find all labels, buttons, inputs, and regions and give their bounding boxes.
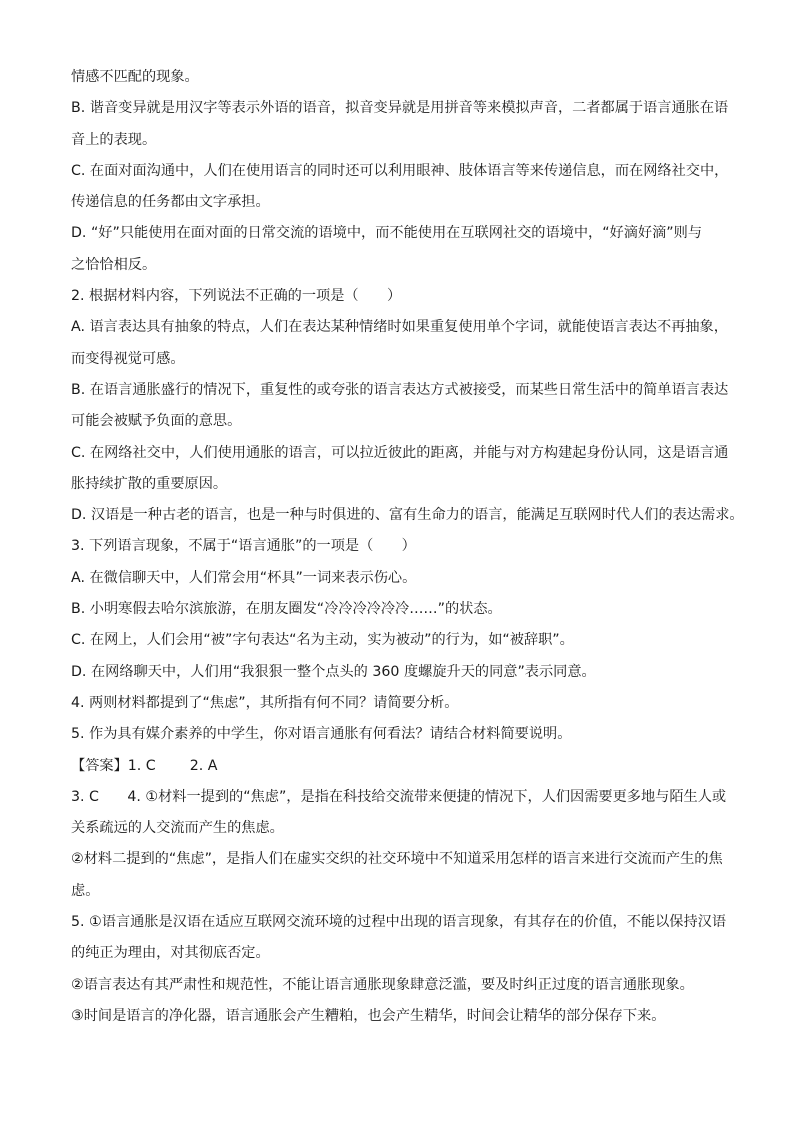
answer-1: 1. C	[127, 757, 156, 774]
answer-text-line: 的纯正为理由，对其彻底否定。	[71, 945, 270, 962]
text-line: 胀持续扩散的重要原因。	[71, 475, 228, 492]
answer-text-line: 5. ①语言通胀是汉语在适应互联网交流环境的过程中出现的语言现象，有其存在的价值，不能以保持汉语	[71, 914, 727, 931]
option-b: B. 谐音变异就是用汉字等表示外语的语音，拟音变异就是用拼音等来模拟声音，二者都属于语言通胀在语	[71, 100, 729, 117]
answer-text-line: ②语言表达有其严肃性和规范性，不能让语言通胀现象肆意泛滥，要及时纠正过度的语言通胀现象。	[71, 976, 694, 993]
answer-text-line: 虑。	[71, 882, 100, 899]
option-c: C. 在网络社交中，人们使用通胀的语言，可以拉近彼此的距离，并能与对方构建起身份认同，这是语言通	[71, 444, 729, 461]
answer-text-line: 关系疏远的人交流而产生的焦虑。	[71, 820, 284, 837]
option-c: C. 在网上，人们会用“被”字句表达“名为主动，实为被动”的行为，如“被辞职”。	[71, 632, 574, 649]
option-b: B. 在语言通胀盛行的情况下，重复性的或夸张的语言表达方式被接受，而某些日常生活中的简单语言表达	[71, 381, 729, 398]
text-line: 之恰恰相反。	[71, 256, 157, 273]
option-d: D. “好”只能使用在面对面的日常交流的语境中，而不能使用在互联网社交的语境中，“好滴好滴”则与	[71, 225, 703, 242]
question-5: 5. 作为具有媒介素养的中学生，你对语言通胀有何看法？请结合材料简要说明。	[71, 726, 572, 743]
text-line: 情感不匹配的现象。	[71, 69, 199, 85]
option-d: D. 在网络聊天中，人们用“我狠狠一整个点头的 360 度螺旋升天的同意”表示同意。	[71, 663, 596, 680]
option-b: B. 小明寒假去哈尔滨旅游，在朋友圈发“冷冷冷冷冷冷……”的状态。	[71, 601, 502, 618]
text-line: 传递信息的任务都由文字承担。	[71, 194, 270, 211]
option-a: A. 在微信聊天中，人们常会用“杯具”一词来表示伤心。	[71, 569, 417, 586]
option-c: C. 在面对面沟通中，人们在使用语言的同时还可以利用眼神、肢体语言等来传递信息，而在网络社交中，	[71, 162, 729, 179]
option-d: D. 汉语是一种古老的语言，也是一种与时俱进的、富有生命力的语言，能满足互联网时代人们的表达需求。	[71, 507, 744, 524]
text-line: 音上的表现。	[71, 131, 157, 148]
document-page	[71, 62, 744, 1032]
question-4: 4. 两则材料都提到了“焦虑”，其所指有何不同？请简要分析。	[71, 694, 459, 711]
answer-2: 2. A	[189, 757, 218, 774]
option-a: A. 语言表达具有抽象的特点，人们在表达某种情绪时如果重复使用单个字词，就能使语言表达不再抽象，	[71, 319, 728, 336]
question-2: 2. 根据材料内容，下列说法不正确的一项是（ ）	[71, 288, 402, 305]
text-line: 可能会被赋予负面的意思。	[71, 413, 242, 430]
question-3: 3. 下列语言现象，不属于“语言通胀”的一项是（ ）	[71, 538, 416, 555]
answer-text-line: ②材料二提到的“焦虑”，是指人们在虚实交织的社交环境中不知道采用怎样的语言来进行交流而产生的焦	[71, 851, 723, 868]
answer-line	[71, 751, 725, 782]
text-line: 而变得视觉可感。	[71, 350, 185, 367]
answer-text-line: ③时间是语言的净化器，语言通胀会产生糟粕，也会产生精华，时间会让精华的部分保存下来。	[71, 1007, 666, 1024]
answer-tag: 【答案】	[71, 757, 128, 774]
answer-text-line: 3. C 4. ①材料一提到的“焦虑”，是指在科技给交流带来便捷的情况下，人们因需要更多地与陌生人或	[71, 788, 727, 805]
